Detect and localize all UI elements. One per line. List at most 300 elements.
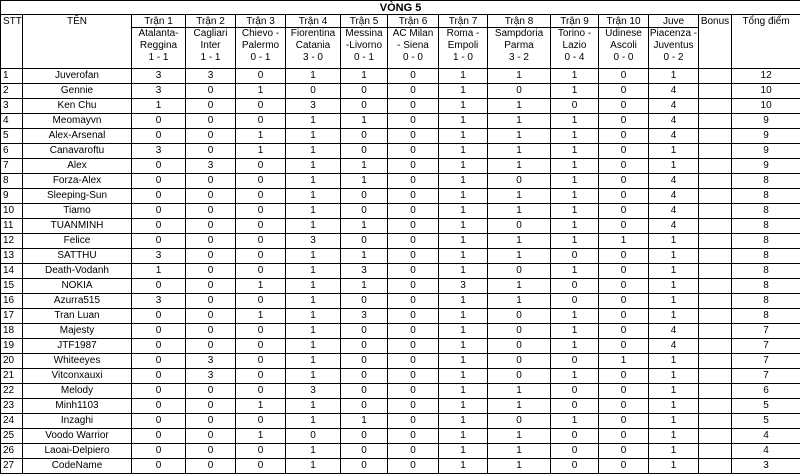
player-name: Alex-Arsenal (23, 129, 132, 144)
match-score: 0 (132, 279, 186, 294)
match-score: 1 (236, 279, 286, 294)
match-score: 0 (186, 234, 236, 249)
match-score: 0 (599, 69, 649, 84)
match-score: 1 (551, 264, 599, 279)
total-points: 4 (732, 444, 800, 459)
match-score: 1 (551, 309, 599, 324)
row-stt: 14 (1, 264, 23, 279)
match-score: 0 (132, 444, 186, 459)
match-score: 1 (649, 234, 699, 249)
match-score: 0 (236, 354, 286, 369)
fixture-line: Chievo - (241, 28, 280, 39)
match-score: 1 (439, 84, 488, 99)
total-points: 5 (732, 414, 800, 429)
player-name: Majesty (23, 324, 132, 339)
row-stt: 11 (1, 219, 23, 234)
match-score: 0 (286, 429, 341, 444)
match-score: 1 (439, 429, 488, 444)
player-name: Tran Luan (23, 309, 132, 324)
match-score: 0 (388, 114, 439, 129)
fixture-10 (599, 28, 649, 69)
match-score: 3 (341, 309, 388, 324)
match-score: 1 (286, 114, 341, 129)
match-score: 4 (649, 204, 699, 219)
match-score: 0 (132, 234, 186, 249)
total-points: 8 (732, 219, 800, 234)
player-name: TUANMINH (23, 219, 132, 234)
row-stt: 17 (1, 309, 23, 324)
match-score: 0 (488, 174, 551, 189)
table-row (1, 444, 800, 459)
row-stt: 18 (1, 324, 23, 339)
match-score: 1 (488, 459, 551, 474)
fixture-6 (388, 28, 439, 69)
match-score: 1 (439, 69, 488, 84)
match-score: 1 (649, 159, 699, 174)
player-name: Azurra515 (23, 294, 132, 309)
match-score: 0 (599, 369, 649, 384)
match-score: 0 (599, 129, 649, 144)
match-score: 1 (649, 429, 699, 444)
match-score: 0 (341, 234, 388, 249)
total-points: 8 (732, 204, 800, 219)
table-row (1, 324, 800, 339)
match-score: 1 (551, 234, 599, 249)
match-score: 1 (439, 309, 488, 324)
total-points: 5 (732, 399, 800, 414)
player-name: Canavaroftu (23, 144, 132, 159)
bonus-value (699, 384, 732, 399)
match-score: 0 (132, 459, 186, 474)
total-header: Tổng điểm (732, 15, 800, 28)
match-score: 0 (599, 429, 649, 444)
match-score: 0 (551, 399, 599, 414)
match-score: 0 (341, 384, 388, 399)
match-score: 0 (599, 324, 649, 339)
match-score: 1 (341, 69, 388, 84)
match-score: 0 (388, 279, 439, 294)
match-score: 3 (186, 159, 236, 174)
row-stt: 26 (1, 444, 23, 459)
match-score: 1 (286, 399, 341, 414)
match-score: 0 (132, 189, 186, 204)
match-score: 0 (388, 369, 439, 384)
bonus-value (699, 369, 732, 384)
match-score: 0 (599, 459, 649, 474)
match-score: 1 (341, 159, 388, 174)
match-score: 0 (551, 249, 599, 264)
match-score: 1 (286, 414, 341, 429)
fixture-8 (488, 28, 551, 69)
name-header: TÊN (23, 15, 132, 28)
player-name: Ken Chu (23, 99, 132, 114)
match-score: 1 (236, 84, 286, 99)
match-score: 1 (488, 429, 551, 444)
match-score: 1 (439, 219, 488, 234)
fixture-line: Piacenza - (649, 28, 698, 39)
match-score: 0 (599, 309, 649, 324)
row-stt: 9 (1, 189, 23, 204)
match-score: 1 (488, 189, 551, 204)
total-points: 10 (732, 84, 800, 99)
match-score: 1 (439, 144, 488, 159)
match-score: 0 (599, 339, 649, 354)
match-score: 1 (439, 174, 488, 189)
match-score: 3 (286, 234, 341, 249)
player-name: Vitconxauxi (23, 369, 132, 384)
match-score: 0 (388, 159, 439, 174)
match-score: 0 (132, 354, 186, 369)
match-score: 1 (551, 339, 599, 354)
match-score: 0 (236, 204, 286, 219)
match-score: 4 (649, 339, 699, 354)
match-score: 0 (388, 384, 439, 399)
row-stt: 27 (1, 459, 23, 474)
match-score: 0 (341, 204, 388, 219)
match-score: 0 (236, 384, 286, 399)
match-score: 0 (388, 429, 439, 444)
player-name: Tiamo (23, 204, 132, 219)
match-score: 1 (286, 354, 341, 369)
match-score: 1 (551, 324, 599, 339)
match-score: 1 (488, 99, 551, 114)
match-score: 0 (236, 159, 286, 174)
player-name: Gennie (23, 84, 132, 99)
match-score: 0 (388, 444, 439, 459)
match-score: 1 (439, 264, 488, 279)
match-header-10: Trận 10 (599, 15, 649, 28)
row-stt: 13 (1, 249, 23, 264)
bonus-value (699, 459, 732, 474)
match-score: 0 (388, 144, 439, 159)
match-score: 1 (439, 354, 488, 369)
row-stt: 4 (1, 114, 23, 129)
table-row (1, 459, 800, 474)
table-row (1, 114, 800, 129)
table-row (1, 219, 800, 234)
match-score: 0 (388, 174, 439, 189)
fixture-3 (236, 28, 286, 69)
table-row (1, 174, 800, 189)
bonus-value (699, 429, 732, 444)
table-row (1, 369, 800, 384)
row-stt: 10 (1, 204, 23, 219)
match-score: 0 (236, 69, 286, 84)
total-points: 7 (732, 324, 800, 339)
match-score: 0 (488, 324, 551, 339)
match-score: 0 (388, 219, 439, 234)
match-score: 0 (599, 279, 649, 294)
fixture-line: AC Milan (392, 28, 434, 39)
match-score: 1 (439, 324, 488, 339)
bonus-value (699, 294, 732, 309)
row-stt: 24 (1, 414, 23, 429)
row-stt: 22 (1, 384, 23, 399)
fixture-11 (649, 28, 699, 69)
match-score: 1 (286, 249, 341, 264)
fixture-line: 1 - 1 (200, 52, 221, 63)
match-score: 1 (439, 204, 488, 219)
table-row (1, 309, 800, 324)
match-score: 1 (236, 129, 286, 144)
match-score: 1 (286, 264, 341, 279)
match-score: 1 (551, 129, 599, 144)
match-score: 0 (599, 399, 649, 414)
match-score: 3 (132, 144, 186, 159)
match-score: 0 (599, 414, 649, 429)
match-score: 0 (388, 309, 439, 324)
player-name: Laoai-Delpiero (23, 444, 132, 459)
player-name: Minh1103 (23, 399, 132, 414)
bonus-value (699, 414, 732, 429)
table-row (1, 234, 800, 249)
row-stt: 6 (1, 144, 23, 159)
match-score: 0 (236, 324, 286, 339)
match-score: 0 (186, 129, 236, 144)
match-score: 1 (649, 459, 699, 474)
match-score: 1 (341, 279, 388, 294)
match-score: 0 (186, 249, 236, 264)
row-stt: 1 (1, 69, 23, 84)
match-score: 0 (286, 84, 341, 99)
match-score: 0 (388, 264, 439, 279)
fixture-line: 0 - 0 (613, 52, 634, 63)
match-score: 1 (488, 129, 551, 144)
fixture-line: Sampdoria (494, 28, 544, 39)
match-score: 1 (286, 189, 341, 204)
bonus-value (699, 144, 732, 159)
match-score: 0 (236, 444, 286, 459)
table-row (1, 204, 800, 219)
table-row (1, 189, 800, 204)
match-score: 3 (132, 249, 186, 264)
table-row (1, 159, 800, 174)
player-name: Death-Vodanh (23, 264, 132, 279)
match-score: 1 (286, 369, 341, 384)
match-score: 0 (236, 414, 286, 429)
fixture-line: 0 - 1 (353, 52, 374, 63)
total-points: 6 (732, 384, 800, 399)
fixture-7 (439, 28, 488, 69)
match-header-8: Trận 8 (488, 15, 551, 28)
match-score: 1 (439, 399, 488, 414)
total-points: 9 (732, 114, 800, 129)
match-score: 1 (488, 249, 551, 264)
match-score: 3 (286, 99, 341, 114)
match-score: 4 (649, 189, 699, 204)
match-score: 0 (186, 99, 236, 114)
match-score: 1 (551, 114, 599, 129)
match-header-6: Trận 6 (388, 15, 439, 28)
match-score: 0 (551, 384, 599, 399)
bonus-value (699, 309, 732, 324)
match-score: 1 (488, 399, 551, 414)
match-score: 1 (439, 159, 488, 174)
match-score: 1 (286, 294, 341, 309)
match-header-5: Trận 5 (341, 15, 388, 28)
match-score: 0 (186, 384, 236, 399)
match-score: 1 (286, 279, 341, 294)
match-score: 0 (599, 84, 649, 99)
match-score: 1 (551, 204, 599, 219)
match-score: 3 (341, 264, 388, 279)
match-score: 0 (488, 339, 551, 354)
match-score: 0 (388, 99, 439, 114)
match-score: 1 (286, 309, 341, 324)
match-score: 0 (388, 399, 439, 414)
match-score: 0 (551, 99, 599, 114)
match-score: 1 (236, 144, 286, 159)
name-header-blank (23, 28, 132, 69)
table-row (1, 399, 800, 414)
fixture-line: Lazio (562, 40, 587, 51)
total-points: 8 (732, 189, 800, 204)
player-name: Whiteeyes (23, 354, 132, 369)
bonus-value (699, 99, 732, 114)
fixture-line: Torino - (557, 28, 592, 39)
table-row (1, 264, 800, 279)
player-name: Voodo Warrior (23, 429, 132, 444)
match-score: 0 (599, 159, 649, 174)
fixture-9 (551, 28, 599, 69)
match-score: 1 (599, 234, 649, 249)
row-stt: 20 (1, 354, 23, 369)
row-stt: 19 (1, 339, 23, 354)
match-header-9: Trận 9 (551, 15, 599, 28)
fixture-line: - Siena (397, 40, 429, 51)
match-score: 1 (132, 264, 186, 279)
match-score: 1 (649, 144, 699, 159)
fixture-line: 0 - 1 (250, 52, 271, 63)
fixture-line: Catania (295, 40, 331, 51)
match-score: 1 (439, 249, 488, 264)
match-score: 0 (599, 219, 649, 234)
match-score: 0 (388, 249, 439, 264)
match-score: 0 (341, 324, 388, 339)
table-row (1, 294, 800, 309)
table-row (1, 429, 800, 444)
match-score: 0 (488, 84, 551, 99)
row-stt: 25 (1, 429, 23, 444)
total-points: 8 (732, 174, 800, 189)
match-score: 0 (599, 249, 649, 264)
player-name: SATTHU (23, 249, 132, 264)
match-score: 0 (341, 459, 388, 474)
fixture-line: -Livorno (345, 40, 383, 51)
fixture-line: Ascoli (610, 40, 637, 51)
player-name: Meomayvn (23, 114, 132, 129)
bonus-value (699, 189, 732, 204)
player-name: Inzaghi (23, 414, 132, 429)
match-score: 1 (236, 399, 286, 414)
fixture-line: Roma - (446, 28, 480, 39)
match-score: 0 (488, 354, 551, 369)
fixture-line: 1 - 0 (452, 52, 473, 63)
fixture-line: Parma (504, 40, 534, 51)
match-score: 0 (186, 144, 236, 159)
score-rows (1, 69, 800, 474)
match-score: 0 (132, 399, 186, 414)
total-points: 3 (732, 459, 800, 474)
match-score: 0 (388, 204, 439, 219)
bonus-value (699, 129, 732, 144)
match-score: 0 (186, 204, 236, 219)
bonus-value (699, 174, 732, 189)
match-score: 1 (341, 219, 388, 234)
player-name: Juverofan (23, 69, 132, 84)
bonus-value (699, 444, 732, 459)
match-score: 0 (599, 204, 649, 219)
stt-header: STT (1, 15, 23, 28)
row-stt: 21 (1, 369, 23, 384)
table-row (1, 144, 800, 159)
table-row (1, 99, 800, 114)
match-score: 0 (236, 369, 286, 384)
match-score: 0 (236, 459, 286, 474)
match-score: 0 (186, 339, 236, 354)
match-score: 0 (186, 189, 236, 204)
total-points: 9 (732, 129, 800, 144)
player-name: Forza-Alex (23, 174, 132, 189)
match-score: 1 (488, 234, 551, 249)
match-score: 0 (341, 354, 388, 369)
match-score: 0 (186, 84, 236, 99)
match-score: 0 (132, 159, 186, 174)
fixture-line: Messina (345, 28, 383, 39)
match-score: 0 (551, 354, 599, 369)
match-score: 0 (388, 234, 439, 249)
fixture-line: 3 - 2 (508, 52, 529, 63)
fixture-line: Juventus (653, 40, 694, 51)
match-score: 1 (649, 369, 699, 384)
match-score: 0 (551, 279, 599, 294)
match-score: 0 (341, 399, 388, 414)
fixture-line: Fiorentina (290, 28, 336, 39)
match-score: 1 (488, 69, 551, 84)
match-score: 1 (551, 189, 599, 204)
match-score: 1 (649, 444, 699, 459)
match-header-1: Trận 1 (132, 15, 186, 28)
match-score: 0 (132, 309, 186, 324)
bonus-value (699, 159, 732, 174)
match-score: 0 (599, 144, 649, 159)
match-score: 0 (388, 129, 439, 144)
match-score: 0 (341, 189, 388, 204)
total-points: 9 (732, 144, 800, 159)
match-score: 3 (186, 354, 236, 369)
match-score: 0 (388, 84, 439, 99)
match-score: 3 (132, 69, 186, 84)
match-score: 1 (488, 204, 551, 219)
match-score: 0 (132, 129, 186, 144)
match-score: 4 (649, 84, 699, 99)
match-score: 1 (439, 234, 488, 249)
match-score: 4 (649, 324, 699, 339)
match-score: 1 (649, 309, 699, 324)
match-score: 0 (186, 264, 236, 279)
match-score: 1 (649, 249, 699, 264)
match-score: 1 (488, 159, 551, 174)
match-score: 0 (599, 294, 649, 309)
match-score: 1 (439, 189, 488, 204)
match-score: 0 (488, 264, 551, 279)
fixture-line: 1 - 1 (148, 52, 169, 63)
bonus-value (699, 219, 732, 234)
match-score: 0 (341, 129, 388, 144)
player-name: Felice (23, 234, 132, 249)
match-score: 1 (649, 279, 699, 294)
player-name: NOKIA (23, 279, 132, 294)
